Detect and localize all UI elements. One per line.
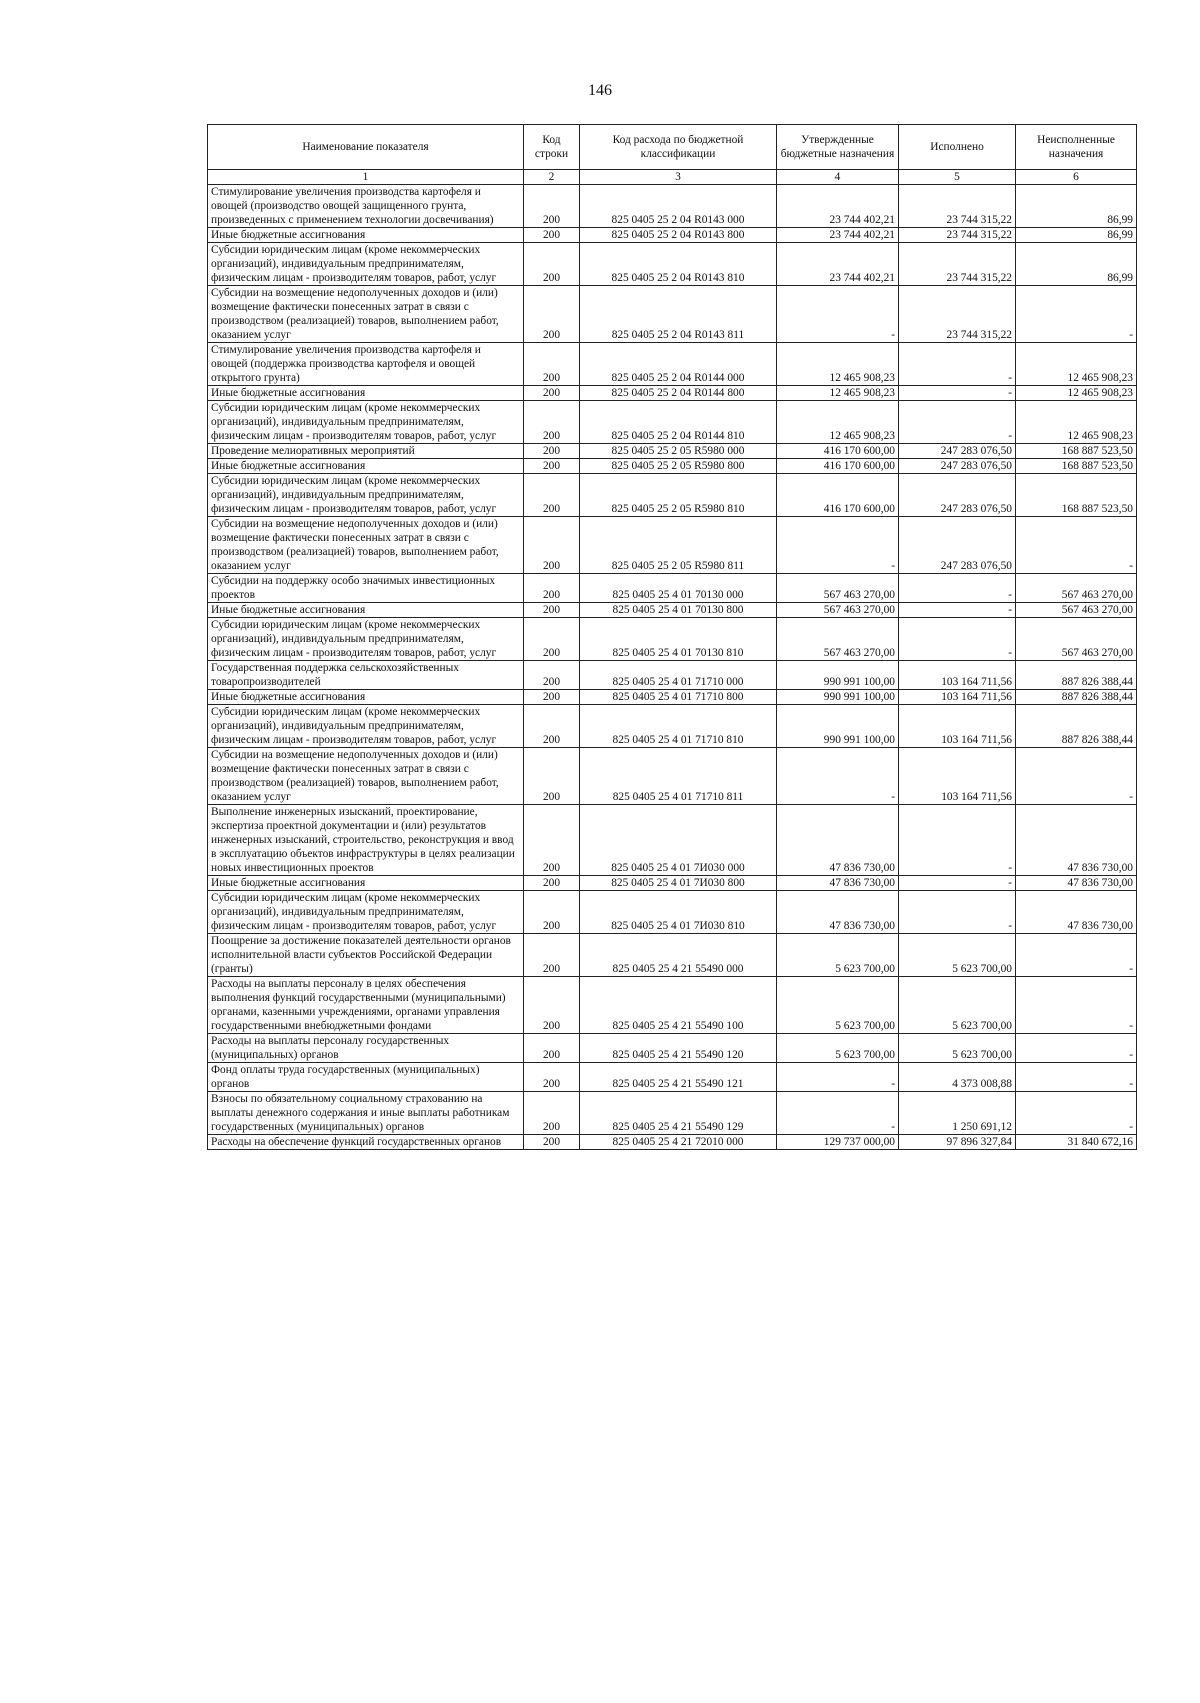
row-line-code: 200 (524, 243, 580, 286)
row-indicator-name: Иные бюджетные ассигнования (208, 690, 524, 705)
row-executed-amount: - (899, 401, 1016, 444)
row-indicator-name: Стимулирование увеличения производства картофеля и овощей (поддержка производства картофеля и овощей открытого грунта) (208, 343, 524, 386)
row-budget-code: 825 0405 25 4 01 71710 810 (580, 705, 777, 748)
row-unexecuted-amount: 12 465 908,23 (1016, 401, 1137, 444)
row-indicator-name: Субсидии юридическим лицам (кроме некоммерческих организаций), индивидуальным предпринимателям, физическим лицам - производителям товаров, работ, услуг (208, 705, 524, 748)
table-row (208, 228, 1137, 243)
column-number-row (208, 170, 1137, 185)
row-executed-amount: 5 623 700,00 (899, 977, 1016, 1034)
row-approved-amount: 416 170 600,00 (777, 459, 899, 474)
row-indicator-name: Субсидии на возмещение недополученных доходов и (или) возмещение фактически понесенных затрат в связи с производством (реализацией) товаров, выполнением работ, оказанием услуг (208, 517, 524, 574)
row-executed-amount: 23 744 315,22 (899, 228, 1016, 243)
row-executed-amount: - (899, 574, 1016, 603)
row-approved-amount: 416 170 600,00 (777, 474, 899, 517)
row-indicator-name: Взносы по обязательному социальному страхованию на выплаты денежного содержания и иные выплаты работникам государственных (муниципальных) органов (208, 1092, 524, 1135)
row-budget-code: 825 0405 25 2 04 R0143 810 (580, 243, 777, 286)
row-unexecuted-amount: 567 463 270,00 (1016, 603, 1137, 618)
row-budget-code: 825 0405 25 4 21 55490 100 (580, 977, 777, 1034)
row-budget-code: 825 0405 25 2 05 R5980 810 (580, 474, 777, 517)
row-approved-amount: 416 170 600,00 (777, 444, 899, 459)
row-executed-amount: 247 283 076,50 (899, 444, 1016, 459)
table-row (208, 444, 1137, 459)
row-approved-amount: - (777, 1063, 899, 1092)
row-line-code: 200 (524, 286, 580, 343)
row-indicator-name: Государственная поддержка сельскохозяйственных товаропроизводителей (208, 661, 524, 690)
row-executed-amount: - (899, 343, 1016, 386)
row-budget-code: 825 0405 25 2 05 R5980 811 (580, 517, 777, 574)
row-approved-amount: 5 623 700,00 (777, 1034, 899, 1063)
row-approved-amount: 23 744 402,21 (777, 228, 899, 243)
row-unexecuted-amount: 47 836 730,00 (1016, 876, 1137, 891)
row-approved-amount: 5 623 700,00 (777, 977, 899, 1034)
row-line-code: 200 (524, 1063, 580, 1092)
row-budget-code: 825 0405 25 2 04 R0143 000 (580, 185, 777, 228)
row-unexecuted-amount: - (1016, 1063, 1137, 1092)
row-line-code: 200 (524, 1135, 580, 1150)
row-approved-amount: 990 991 100,00 (777, 690, 899, 705)
table-row (208, 661, 1137, 690)
row-indicator-name: Иные бюджетные ассигнования (208, 876, 524, 891)
row-approved-amount: - (777, 748, 899, 805)
row-unexecuted-amount: 12 465 908,23 (1016, 386, 1137, 401)
row-indicator-name: Расходы на выплаты персоналу в целях обеспечения выполнения функций государственными (муниципальными) органами, казенными учреждениями, органами управления государственными внебюджетными фондами (208, 977, 524, 1034)
row-budget-code: 825 0405 25 4 21 55490 000 (580, 934, 777, 977)
row-unexecuted-amount: 567 463 270,00 (1016, 574, 1137, 603)
row-indicator-name: Субсидии юридическим лицам (кроме некоммерческих организаций), индивидуальным предпринимателям, физическим лицам - производителям товаров, работ, услуг (208, 401, 524, 444)
row-approved-amount: 47 836 730,00 (777, 876, 899, 891)
row-line-code: 200 (524, 661, 580, 690)
row-executed-amount: - (899, 603, 1016, 618)
row-executed-amount: 103 164 711,56 (899, 661, 1016, 690)
row-unexecuted-amount: 47 836 730,00 (1016, 805, 1137, 876)
row-indicator-name: Субсидии на возмещение недополученных доходов и (или) возмещение фактически понесенных затрат в связи с производством (реализацией) товаров, выполнением работ, оказанием услуг (208, 748, 524, 805)
row-unexecuted-amount: 887 826 388,44 (1016, 705, 1137, 748)
row-budget-code: 825 0405 25 4 01 71710 811 (580, 748, 777, 805)
row-executed-amount: 1 250 691,12 (899, 1092, 1016, 1135)
header-budget-code: Код расхода по бюджетной классификации (580, 125, 777, 170)
row-line-code: 200 (524, 185, 580, 228)
row-budget-code: 825 0405 25 4 01 70130 810 (580, 618, 777, 661)
row-approved-amount: 990 991 100,00 (777, 661, 899, 690)
row-indicator-name: Субсидии юридическим лицам (кроме некоммерческих организаций), индивидуальным предпринимателям, физическим лицам - производителям товаров, работ, услуг (208, 243, 524, 286)
row-unexecuted-amount: 887 826 388,44 (1016, 661, 1137, 690)
table-row (208, 748, 1137, 805)
table-row (208, 243, 1137, 286)
row-indicator-name: Иные бюджетные ассигнования (208, 228, 524, 243)
row-approved-amount: - (777, 286, 899, 343)
row-line-code: 200 (524, 517, 580, 574)
page-number: 146 (588, 82, 612, 99)
row-line-code: 200 (524, 401, 580, 444)
row-approved-amount: 129 737 000,00 (777, 1135, 899, 1150)
row-budget-code: 825 0405 25 4 01 70130 000 (580, 574, 777, 603)
row-unexecuted-amount: 168 887 523,50 (1016, 444, 1137, 459)
row-unexecuted-amount: 31 840 672,16 (1016, 1135, 1137, 1150)
table-row (208, 1034, 1137, 1063)
row-approved-amount: 12 465 908,23 (777, 343, 899, 386)
row-executed-amount: 103 164 711,56 (899, 690, 1016, 705)
row-approved-amount: 47 836 730,00 (777, 891, 899, 934)
row-line-code: 200 (524, 977, 580, 1034)
row-indicator-name: Субсидии юридическим лицам (кроме некоммерческих организаций), индивидуальным предпринимателям, физическим лицам - производителям товаров, работ, услуг (208, 474, 524, 517)
row-executed-amount: - (899, 805, 1016, 876)
row-line-code: 200 (524, 1092, 580, 1135)
row-budget-code: 825 0405 25 2 05 R5980 800 (580, 459, 777, 474)
row-unexecuted-amount: - (1016, 1034, 1137, 1063)
row-indicator-name: Субсидии на возмещение недополученных доходов и (или) возмещение фактически понесенных затрат в связи с производством (реализацией) товаров, выполнением работ, оказанием услуг (208, 286, 524, 343)
header-approved: Утвержденные бюджетные назначения (777, 125, 899, 170)
row-executed-amount: - (899, 618, 1016, 661)
row-approved-amount: 567 463 270,00 (777, 603, 899, 618)
row-budget-code: 825 0405 25 2 04 R0143 800 (580, 228, 777, 243)
table-row (208, 517, 1137, 574)
row-indicator-name: Иные бюджетные ассигнования (208, 603, 524, 618)
table-row (208, 386, 1137, 401)
row-approved-amount: 23 744 402,21 (777, 185, 899, 228)
table-row (208, 1063, 1137, 1092)
row-line-code: 200 (524, 690, 580, 705)
row-line-code: 200 (524, 748, 580, 805)
row-line-code: 200 (524, 805, 580, 876)
row-approved-amount: 12 465 908,23 (777, 386, 899, 401)
table-row (208, 459, 1137, 474)
column-number: 5 (899, 170, 1016, 185)
table-row (208, 805, 1137, 876)
row-budget-code: 825 0405 25 4 01 71710 000 (580, 661, 777, 690)
row-executed-amount: - (899, 891, 1016, 934)
row-executed-amount: 247 283 076,50 (899, 517, 1016, 574)
row-executed-amount: 103 164 711,56 (899, 748, 1016, 805)
row-executed-amount: 5 623 700,00 (899, 934, 1016, 977)
table-row (208, 603, 1137, 618)
row-indicator-name: Стимулирование увеличения производства картофеля и овощей (производство овощей защищенного грунта, произведенных с применением технологии досвечивания) (208, 185, 524, 228)
header-executed: Исполнено (899, 125, 1016, 170)
row-executed-amount: 247 283 076,50 (899, 474, 1016, 517)
row-line-code: 200 (524, 934, 580, 977)
row-indicator-name: Иные бюджетные ассигнования (208, 459, 524, 474)
row-unexecuted-amount: 86,99 (1016, 228, 1137, 243)
table-row (208, 618, 1137, 661)
row-line-code: 200 (524, 1034, 580, 1063)
row-approved-amount: 990 991 100,00 (777, 705, 899, 748)
row-budget-code: 825 0405 25 2 04 R0144 810 (580, 401, 777, 444)
row-unexecuted-amount: 887 826 388,44 (1016, 690, 1137, 705)
row-approved-amount: 5 623 700,00 (777, 934, 899, 977)
column-number: 6 (1016, 170, 1137, 185)
row-indicator-name: Субсидии на поддержку особо значимых инвестиционных проектов (208, 574, 524, 603)
row-unexecuted-amount: 47 836 730,00 (1016, 891, 1137, 934)
table-row (208, 185, 1137, 228)
row-line-code: 200 (524, 603, 580, 618)
header-unexecuted: Неисполненные назначения (1016, 125, 1137, 170)
row-executed-amount: 23 744 315,22 (899, 243, 1016, 286)
row-budget-code: 825 0405 25 4 21 55490 120 (580, 1034, 777, 1063)
row-unexecuted-amount: - (1016, 1092, 1137, 1135)
column-number: 2 (524, 170, 580, 185)
row-line-code: 200 (524, 459, 580, 474)
header-row (208, 125, 1137, 170)
row-budget-code: 825 0405 25 4 01 7И030 000 (580, 805, 777, 876)
row-indicator-name: Фонд оплаты труда государственных (муниципальных) органов (208, 1063, 524, 1092)
row-unexecuted-amount: 86,99 (1016, 243, 1137, 286)
row-executed-amount: 247 283 076,50 (899, 459, 1016, 474)
row-executed-amount: - (899, 876, 1016, 891)
row-approved-amount: 567 463 270,00 (777, 574, 899, 603)
row-indicator-name: Расходы на выплаты персоналу государственных (муниципальных) органов (208, 1034, 524, 1063)
column-number: 4 (777, 170, 899, 185)
row-budget-code: 825 0405 25 2 05 R5980 000 (580, 444, 777, 459)
table-row (208, 401, 1137, 444)
row-approved-amount: 567 463 270,00 (777, 618, 899, 661)
row-executed-amount: 4 373 008,88 (899, 1063, 1016, 1092)
row-budget-code: 825 0405 25 4 01 7И030 800 (580, 876, 777, 891)
row-indicator-name: Иные бюджетные ассигнования (208, 386, 524, 401)
row-executed-amount: 23 744 315,22 (899, 286, 1016, 343)
row-indicator-name: Субсидии юридическим лицам (кроме некоммерческих организаций), индивидуальным предпринимателям, физическим лицам - производителям товаров, работ, услуг (208, 618, 524, 661)
row-budget-code: 825 0405 25 2 04 R0144 800 (580, 386, 777, 401)
row-executed-amount: 23 744 315,22 (899, 185, 1016, 228)
table-row (208, 574, 1137, 603)
column-number: 3 (580, 170, 777, 185)
table-row (208, 876, 1137, 891)
row-executed-amount: - (899, 386, 1016, 401)
row-approved-amount: 47 836 730,00 (777, 805, 899, 876)
row-executed-amount: 103 164 711,56 (899, 705, 1016, 748)
row-line-code: 200 (524, 444, 580, 459)
row-budget-code: 825 0405 25 4 21 55490 121 (580, 1063, 777, 1092)
row-unexecuted-amount: 12 465 908,23 (1016, 343, 1137, 386)
row-budget-code: 825 0405 25 4 01 71710 800 (580, 690, 777, 705)
row-unexecuted-amount: 168 887 523,50 (1016, 474, 1137, 517)
table-row (208, 977, 1137, 1034)
row-executed-amount: 97 896 327,84 (899, 1135, 1016, 1150)
row-line-code: 200 (524, 228, 580, 243)
row-unexecuted-amount: - (1016, 977, 1137, 1034)
row-line-code: 200 (524, 705, 580, 748)
row-indicator-name: Поощрение за достижение показателей деятельности органов исполнительной власти субъектов Российской Федерации (гранты) (208, 934, 524, 977)
row-line-code: 200 (524, 876, 580, 891)
row-unexecuted-amount: 86,99 (1016, 185, 1137, 228)
row-budget-code: 825 0405 25 4 01 7И030 810 (580, 891, 777, 934)
row-budget-code: 825 0405 25 2 04 R0143 811 (580, 286, 777, 343)
row-unexecuted-amount: - (1016, 748, 1137, 805)
row-indicator-name: Субсидии юридическим лицам (кроме некоммерческих организаций), индивидуальным предпринимателям, физическим лицам - производителям товаров, работ, услуг (208, 891, 524, 934)
row-indicator-name: Выполнение инженерных изысканий, проектирование, экспертиза проектной документации и (или) результатов инженерных изысканий, строительство, реконструкция и ввод в эксплуатацию объектов инфраструктуры в целях реализации новых инвестиционных проектов (208, 805, 524, 876)
row-budget-code: 825 0405 25 4 21 72010 000 (580, 1135, 777, 1150)
row-budget-code: 825 0405 25 4 01 70130 800 (580, 603, 777, 618)
row-line-code: 200 (524, 386, 580, 401)
row-line-code: 200 (524, 474, 580, 517)
header-line-code: Код строки (524, 125, 580, 170)
row-approved-amount: 12 465 908,23 (777, 401, 899, 444)
table-row (208, 1135, 1137, 1150)
row-line-code: 200 (524, 618, 580, 661)
table-row (208, 690, 1137, 705)
row-approved-amount: - (777, 1092, 899, 1135)
table-row (208, 286, 1137, 343)
header-indicator-name: Наименование показателя (208, 125, 524, 170)
row-approved-amount: 23 744 402,21 (777, 243, 899, 286)
row-unexecuted-amount: - (1016, 286, 1137, 343)
table-row (208, 474, 1137, 517)
row-executed-amount: 5 623 700,00 (899, 1034, 1016, 1063)
table-row (208, 705, 1137, 748)
row-indicator-name: Расходы на обеспечение функций государственных органов (208, 1135, 524, 1150)
row-approved-amount: - (777, 517, 899, 574)
row-budget-code: 825 0405 25 4 21 55490 129 (580, 1092, 777, 1135)
row-unexecuted-amount: - (1016, 517, 1137, 574)
row-budget-code: 825 0405 25 2 04 R0144 000 (580, 343, 777, 386)
row-line-code: 200 (524, 891, 580, 934)
table-row (208, 343, 1137, 386)
row-unexecuted-amount: 567 463 270,00 (1016, 618, 1137, 661)
row-line-code: 200 (524, 343, 580, 386)
row-unexecuted-amount: - (1016, 934, 1137, 977)
column-number: 1 (208, 170, 524, 185)
budget-execution-table (207, 124, 1137, 1150)
row-unexecuted-amount: 168 887 523,50 (1016, 459, 1137, 474)
table-row (208, 934, 1137, 977)
row-line-code: 200 (524, 574, 580, 603)
row-indicator-name: Проведение мелиоративных мероприятий (208, 444, 524, 459)
table-row (208, 1092, 1137, 1135)
table-row (208, 891, 1137, 934)
